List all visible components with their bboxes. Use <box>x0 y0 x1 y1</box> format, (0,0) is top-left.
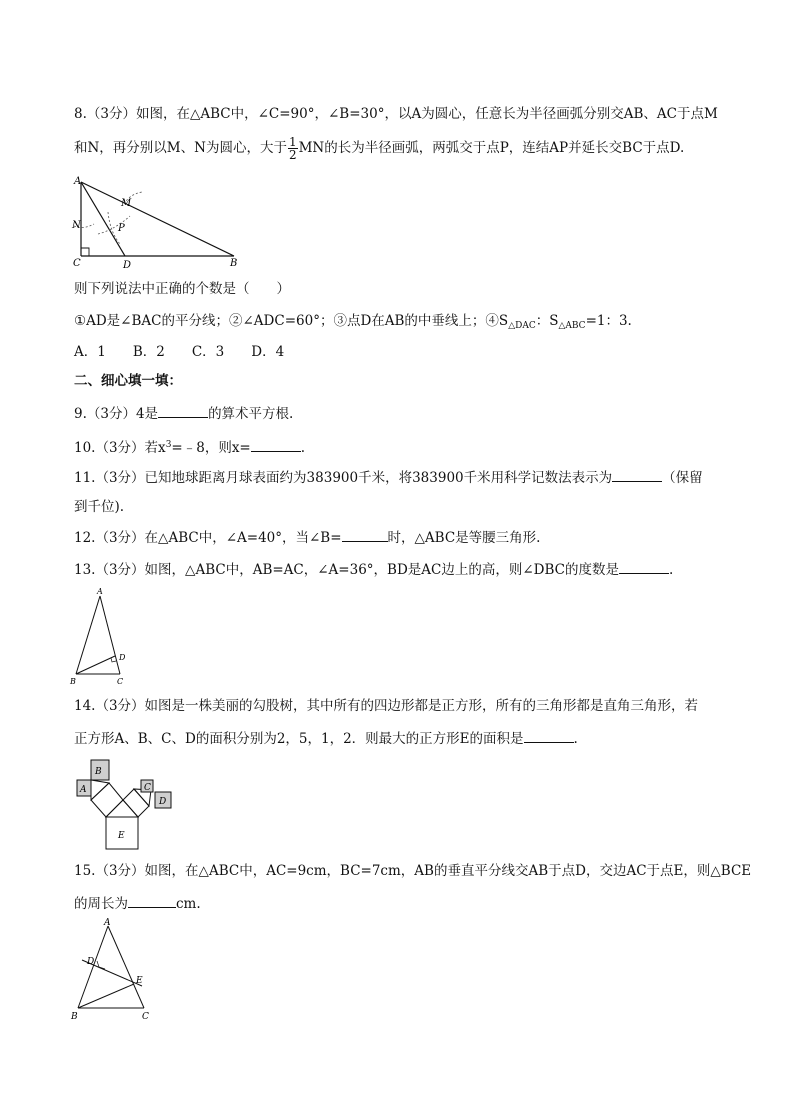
q10-answer-blank[interactable] <box>251 437 301 452</box>
q11-a: 11.（3分）已知地球距离月球表面约为383900千米，将383900千米用科学记数法表示为 <box>74 470 613 486</box>
q9-answer-blank[interactable] <box>158 403 208 418</box>
q15-label-d: D <box>87 957 95 967</box>
q14-figure <box>68 752 178 852</box>
q8-stmt-sub2: △ABC <box>558 321 586 331</box>
q8-prompt: 则下列说法中正确的个数是（ ） <box>74 281 290 297</box>
q15-figure <box>64 916 164 1022</box>
q10-c: . <box>300 440 306 456</box>
q8-line2 <box>74 136 684 161</box>
q8-stmt-a: ①AD是∠BAC的平分线；②∠ADC=60°；③点D在AB的中垂线上；④S <box>74 313 509 329</box>
q10-b: =﹣8，则x= <box>171 440 251 456</box>
q14-label-e: E <box>118 831 125 841</box>
q9 <box>74 403 293 424</box>
q8-options: A．1 B．2 C．3 D．4 <box>74 344 285 360</box>
q8-label-b: B <box>230 258 238 269</box>
q8-label-m: M <box>121 198 132 209</box>
q12-a: 12.（3分）在△ABC中，∠A=40°，当∠B= <box>74 530 342 546</box>
q10 <box>74 435 305 458</box>
q11-answer-blank[interactable] <box>612 467 662 482</box>
q12-answer-blank[interactable] <box>342 527 388 542</box>
q13-label-d: D <box>119 653 126 662</box>
q12-b: 时，△ABC是等腰三角形. <box>387 530 541 546</box>
q15-label-b: B <box>71 1012 78 1022</box>
q15-b: cm. <box>176 896 201 912</box>
q14-a: 正方形A、B、C、D的面积分别为2，5，1，2．则最大的正方形E的面积是 <box>74 731 524 747</box>
q14-label-a: A <box>80 785 87 795</box>
q14-label-d: D <box>159 797 167 807</box>
q8-line2-b: MN的长为半径画弧，两弧交于点P，连结AP并延长交BC于点D. <box>298 140 685 156</box>
q11-line2: 到千位). <box>74 499 125 515</box>
q8-line1: 8.（3分）如图，在△ABC中，∠C=90°，∠B=30°，以A为圆心，任意长为半径画弧分别交AB、AC于点M <box>74 106 718 122</box>
q13-a: 13.（3分）如图，△ABC中，AB=AC，∠A=36°，BD是AC边上的高，则∠DBC的度数是 <box>74 562 620 578</box>
q13-label-a: A <box>97 587 103 596</box>
q15-label-a: A <box>104 918 111 928</box>
q9-a: 9.（3分）4是 <box>74 406 159 422</box>
q10-sup: 3 <box>165 440 172 450</box>
q13-label-b: B <box>70 677 76 686</box>
q15-label-e: E <box>136 976 143 986</box>
q14-label-b: B <box>95 767 102 777</box>
q8-stmt-sub1: △DAC <box>508 321 536 331</box>
q8-label-c: C <box>73 258 81 269</box>
q8-frac-den: 2 <box>288 148 297 162</box>
q8-statements <box>74 311 632 336</box>
q15-label-c: C <box>142 1012 149 1022</box>
q15-a: 的周长为 <box>74 896 128 912</box>
q14-label-c: C <box>144 783 151 793</box>
q8-figure <box>68 172 243 272</box>
q8-stmt-c: =1：3. <box>585 313 632 329</box>
q10-a: 10.（3分）若x <box>74 440 166 456</box>
q13-label-c: C <box>117 677 124 686</box>
q8-stmt-b: ：S <box>535 313 559 329</box>
q14-line1: 14.（3分）如图是一株美丽的勾股树，其中所有的四边形都是正方形，所有的三角形都是直角三角形，若 <box>74 698 699 714</box>
q15-answer-blank[interactable] <box>128 893 176 908</box>
q13-b: . <box>669 562 674 578</box>
q8-fraction <box>288 136 298 161</box>
q13-figure <box>66 586 136 690</box>
q12 <box>74 527 540 548</box>
q8-frac-num: 1 <box>288 135 297 149</box>
q8-label-p: P <box>118 223 125 234</box>
q15-line2 <box>74 893 201 914</box>
q13-answer-blank[interactable] <box>619 559 669 574</box>
q14-b: . <box>573 731 578 747</box>
q9-b: 的算术平方根. <box>208 406 294 422</box>
q11-b: （保留 <box>662 470 703 486</box>
section2-heading: 二、细心填一填： <box>74 373 182 389</box>
q14-line2 <box>74 728 578 749</box>
q8-label-d: D <box>123 260 132 271</box>
q13 <box>74 559 673 580</box>
q8-line2-a: 和N，再分别以M、N为圆心，大于 <box>74 140 287 156</box>
q8-label-n: N <box>72 220 81 231</box>
q8-label-a: A <box>74 176 82 187</box>
q11-line1 <box>74 467 703 488</box>
q15-line1: 15.（3分）如图，在△ABC中，AC=9cm，BC=7cm，AB的垂直平分线交AB于点D，交边AC于点E，则△BCE <box>74 863 752 879</box>
q14-answer-blank[interactable] <box>524 728 574 743</box>
